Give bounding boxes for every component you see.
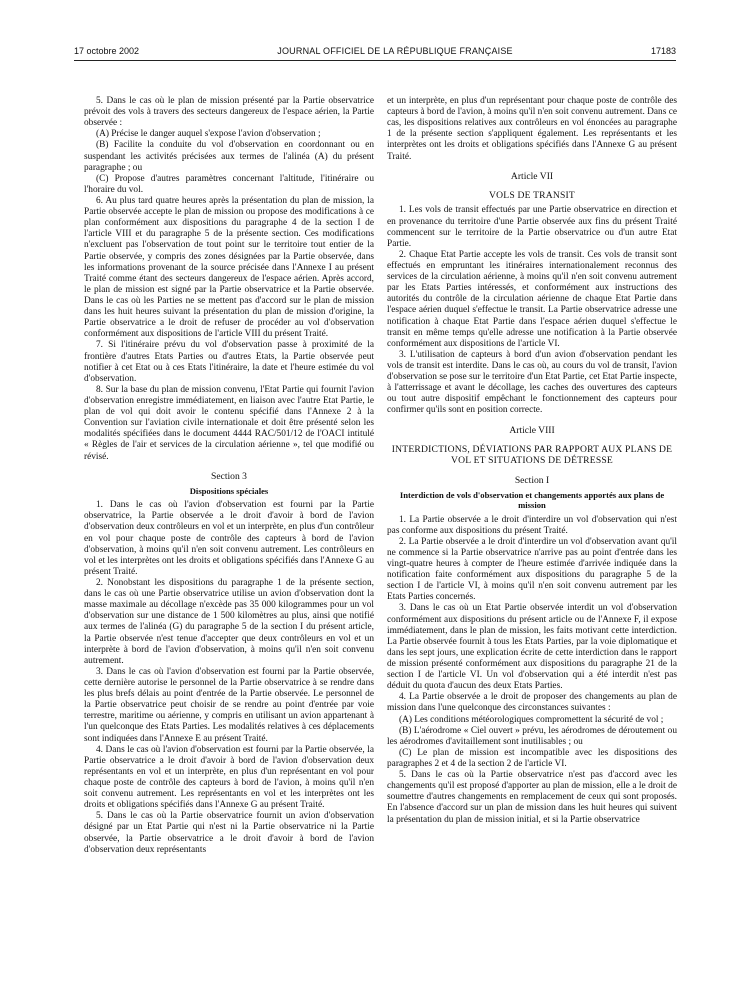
paragraph: 6. Au plus tard quatre heures après la présentation du plan de mission, la Partie observée accepte le plan de mission ou propose des modifications à ce plan conformément aux dispositions du paragraphe 4 de la section I de l'article VIII et du paragraphe 5 de la présente section. Ces modifications n'excluent pas l'observation de tout point sur le territoire tout entier de la Partie observée, y compris des zones désignées par la Partie observée, dans les informations provenant de la source précisée dans l'Annexe I au présent Traité comme étant des secteurs dangereux de l'espace aérien. Après accord, le plan de mission est signé par la Partie observatrice et la Partie observée. Dans le cas où les Parties ne se mettent pas d'accord sur le plan de mission dans les huit heures suivant la présentation du plan de mission d'origine, la Partie observatrice a le droit de refuser de procéder au vol d'observation conformément aux dispositions de l'article VIII du présent Traité.: [84, 195, 374, 340]
journal-title: JOURNAL OFFICIEL DE LA RÉPUBLIQUE FRANÇAISE: [277, 46, 513, 56]
paragraph: 7. Si l'itinéraire prévu du vol d'observation passe à proximité de la frontière d'autres Etats Parties ou d'autres Etats, la Partie observée peut notifier à cet Etat ou à ces Etats l'itinéraire, la date et l'heure estimée du vol d'observation.: [84, 340, 374, 384]
paragraph: 2. Chaque Etat Partie accepte les vols de transit. Ces vols de transit sont effectués en empruntant les itinéraires internationalement reconnus des services de la circulation aérienne, à moins qu'il n'en soit convenu autrement par les Etats Parties intéressés, et conformément aux instructions des autorités du contrôle de la circulation aérienne de chaque Etat Partie dans l'espace aérien duquel s'effectue le transit. La Partie observatrice adresse une notification à chaque Etat Partie dans l'espace aérien duquel s'effectue le transit en même temps qu'elle adresse une notification à la Partie observée conformément aux dispositions de l'article VI.: [387, 249, 677, 349]
article-8-subtitle: INTERDICTIONS, DÉVIATIONS PAR RAPPORT AUX PLANS DE VOL ET SITUATIONS DE DÉTRESSE: [391, 443, 673, 467]
paragraph: 5. Dans le cas où la Partie observatrice n'est pas d'accord avec les changements qu'il est proposé d'apporter au plan de mission, elle a le droit de soumettre d'autres changements en remplacement de ceux qui sont proposés. En l'absence d'accord sur un plan de mission dans les huit heures qui suivent la présentation du plan de mission initial, et si la Partie observatrice: [387, 770, 677, 825]
article-8-title: Article VIII: [509, 424, 555, 436]
paragraph: 2. La Partie observée a le droit d'interdire un vol d'observation avant qu'il ne commence si la Partie observatrice n'arrive pas au point d'entrée dans les vingt-quatre heures à compter de l'heure estimée d'arrivée indiquée dans la notification faite conformément aux dispositions du paragraphe 5 de la section I de l'article VI, à moins qu'il n'en soit convenu autrement par les Etats Parties concernés.: [387, 536, 677, 603]
paragraph: (A) Précise le danger auquel s'expose l'avion d'observation ;: [96, 129, 321, 140]
page-header: [74, 44, 676, 58]
paragraph: 1. Dans le cas où l'avion d'observation est fourni par la Partie observatrice, la Partie observée a le droit d'avoir à bord de l'avion d'observation deux contrôleurs en vol et un interprète, en plus d'un contrôleur en vol pour chaque poste de contrôle des capteurs à bord de l'avion d'observation, à moins qu'il n'en soit convenu autrement. Les contrôleurs en vol et les interprètes ont les droits et obligations spécifiés dans l'Annexe G au présent Traité.: [84, 500, 374, 577]
paragraph: 8. Sur la base du plan de mission convenu, l'Etat Partie qui fournit l'avion d'observation enregistre immédiatement, en liaison avec l'autre Etat Partie, le plan de vol qui doit avoir le contenu spécifié dans l'Annexe 2 à la Convention sur l'aviation civile internationale et doit être présenté selon les modalités spécifiées dans le document 4444 RAC/501/12 de l'OACI intitulé « Règles de l'air et services de la circulation aérienne », tel que modifié ou révisé.: [84, 384, 374, 462]
section-3-title: Section 3: [211, 470, 247, 482]
page-number: 17183: [650, 46, 676, 56]
paragraph: (B) Facilite la conduite du vol d'observation en coordonnant ou en suspendant les activités précisées aux termes de l'alinéa (A) du présent paragraphe ; ou: [84, 140, 374, 173]
left-column: [84, 96, 374, 981]
paragraph: 5. Dans le cas où le plan de mission présenté par la Partie observatrice prévoit des vols à travers des secteurs dangereux de l'espace aérien, la Partie observée :: [84, 96, 374, 129]
paragraph: (B) L'aérodrome « Ciel ouvert » prévu, les aérodromes de déroutement ou les aérodromes d'avitaillement sont inutilisables ; ou: [387, 725, 677, 747]
section-1-title: Section I: [514, 474, 550, 486]
paragraph: 1. La Partie observée a le droit d'interdire un vol d'observation qui n'est pas conforme aux dispositions du présent Traité.: [387, 514, 677, 536]
paragraph: 2. Nonobstant les dispositions du paragraphe 1 de la présente section, dans le cas où une Partie observatrice utilise un avion d'observation dont la masse maximale au décollage n'excède pas 35 000 kilogrammes pour un vol d'observation sur une distance de 1 500 kilomètres au plus, ainsi que notifié aux termes de l'alinéa (G) du paragraphe 5 de la section I du présent article, la Partie observée n'est tenue d'accepter que deux contrôleurs en vol et un interprète à bord de l'avion d'observation, à moins qu'il n'en soit convenu autrement.: [84, 578, 374, 666]
paragraph: 3. L'utilisation de capteurs à bord d'un avion d'observation pendant les vols de transit est interdite. Dans le cas où, au cours du vol de transit, l'avion d'observation se pose sur le territoire d'un Etat Partie, cet Etat Partie inspecte, à l'atterrissage et avant le décollage, les caches des ouvertures des capteurs ou tout autre dispositif empêchant le fonctionnement des capteurs pour confirmer qu'ils sont en position correcte.: [387, 349, 677, 416]
paragraph: 3. Dans le cas où un Etat Partie observée interdit un vol d'observation conformément aux dispositions du présent article ou de l'Annexe F, il expose immédiatement, dans le plan de mission, les faits motivant cette interdiction. La Partie observée fournit à tous les Etats Parties, par la voie diplomatique et dans les sept jours, une explication écrite de cette interdiction dans le rapport de mission présenté conformément aux dispositions du paragraphe 21 de la section I de l'article VI. Un vol d'observation qui a été interdit n'est pas déduit du quota d'aucun des deux Etats Parties.: [387, 603, 677, 692]
section-1-subtitle: Interdiction de vols d'observation et changements apportés aux plans de mission: [399, 490, 665, 511]
right-column: [387, 96, 677, 981]
header-rule: [74, 60, 676, 61]
paragraph: 1. Les vols de transit effectués par une Partie observatrice en direction et en provenance du territoire d'une Partie observée aux fins du présent Traité commencent sur le territoire de la Partie observatrice ou d'un autre Etat Partie.: [387, 205, 677, 249]
paragraph: (C) Le plan de mission est incompatible avec les dispositions des paragraphes 2 et 4 de la section 2 de l'article VI.: [387, 747, 677, 770]
paragraph: 5. Dans le cas où la Partie observatrice fournit un avion d'observation désigné par un Etat Partie qui n'est ni la Partie observatrice ni la Partie observée, la Partie observatrice a le droit d'avoir à bord de l'avion d'observation deux représentants: [84, 811, 374, 855]
header-date: 17 octobre 2002: [74, 46, 140, 56]
paragraph: 4. La Partie observée a le droit de proposer des changements au plan de mission dans l'une quelconque des circonstances suivantes :: [387, 692, 677, 714]
paragraph: et un interprète, en plus d'un représentant pour chaque poste de contrôle des capteurs à bord de l'avion, à moins qu'il n'en soit convenu autrement. Dans ce cas, les dispositions relatives aux contrôleurs en vol énoncées au paragraphe 1 de la présente section s'appliquent également. Les représentants et les interprètes ont les droits et obligations spécifiés dans l'Annexe G au présent Traité.: [387, 96, 677, 162]
paragraph: 3. Dans le cas où l'avion d'observation est fourni par la Partie observée, cette dernière autorise le personnel de la Partie observatrice à se rendre dans les plus brefs délais au point d'entrée de la Partie observée. Le personnel de la Partie observatrice peut choisir de se rendre au point d'entrée par voie terrestre, maritime ou aérienne, y compris en utilisant un avion appartenant à l'un quelconque des Etats Parties. Les modalités relatives à ces déplacements sont indiquées dans l'Annexe E au présent Traité.: [84, 666, 374, 744]
paragraph: (A) Les conditions météorologiques compromettent la sécurité de vol ;: [399, 714, 664, 725]
article-7-title: Article VII: [510, 170, 554, 182]
paragraph: 4. Dans le cas où l'avion d'observation est fourni par la Partie observée, la Partie observatrice a le droit d'avoir à bord de l'avion d'observation deux représentants en vol et un interprète, en plus d'un représentant en vol pour chaque poste de contrôle des capteurs à bord de l'avion, à moins qu'il n'en soit convenu autrement. Les représentants en vol et les interprètes ont les droits et obligations spécifiés dans l'Annexe G au présent Traité.: [84, 744, 374, 811]
section-3-subtitle: Dispositions spéciales: [189, 486, 269, 497]
paragraph: (C) Propose d'autres paramètres concernant l'altitude, l'itinéraire ou l'horaire du vol.: [84, 173, 374, 195]
article-7-subtitle: VOLS DE TRANSIT: [489, 190, 575, 202]
